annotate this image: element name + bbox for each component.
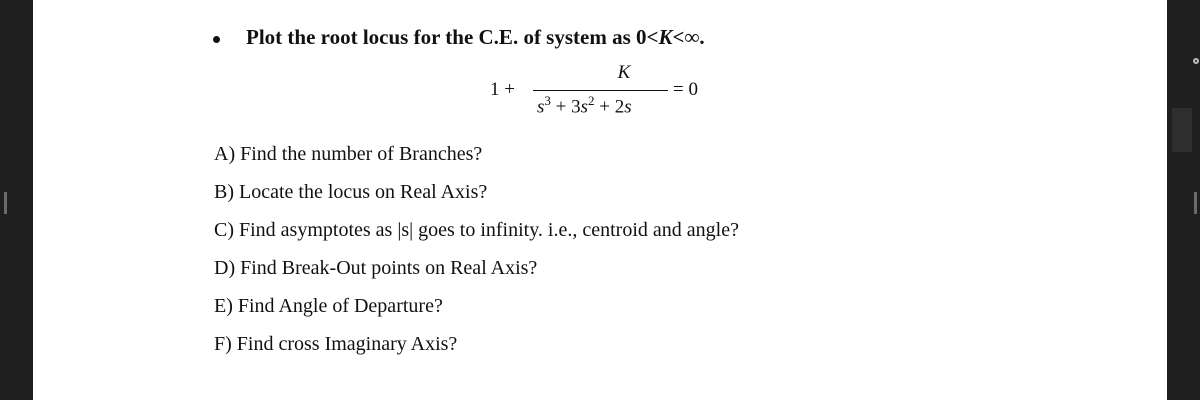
- equation-numerator: K: [617, 62, 631, 83]
- denominator-exp2: 2: [588, 93, 595, 108]
- edge-circle-icon: [1193, 58, 1199, 64]
- denominator-term2: + 3: [550, 96, 581, 118]
- heading-prefix: Plot the root locus for the C.E. of system as 0<: [246, 25, 659, 49]
- left-dark-margin: [0, 0, 33, 400]
- heading-suffix: <∞.: [672, 25, 705, 49]
- denominator-term3: + 2: [594, 96, 625, 118]
- equation-lhs: 1 +: [490, 79, 515, 100]
- characteristic-equation: [490, 60, 750, 120]
- question-d: D) Find Break-Out points on Real Axis?: [214, 257, 538, 279]
- equation-denominator: [537, 93, 632, 118]
- question-c: C) Find asymptotes as |s| goes to infinity. i.e., centroid and angle?: [214, 219, 739, 241]
- right-dark-margin: [1167, 0, 1200, 400]
- denominator-exp1: 3: [544, 93, 551, 108]
- heading-variable: K: [658, 25, 673, 49]
- denominator-s3: s: [624, 96, 632, 118]
- scroll-handle[interactable]: [1172, 108, 1192, 152]
- question-f: F) Find cross Imaginary Axis?: [214, 333, 458, 355]
- left-edge-tick: [4, 192, 7, 214]
- question-a: A) Find the number of Branches?: [214, 143, 483, 165]
- equation-rhs: = 0: [673, 79, 698, 100]
- denominator-s2: s: [580, 96, 589, 118]
- question-b: B) Locate the locus on Real Axis?: [214, 181, 488, 203]
- question-e: E) Find Angle of Departure?: [214, 295, 443, 317]
- problem-heading: [246, 25, 705, 50]
- right-edge-tick: [1194, 192, 1197, 214]
- document-page: [33, 0, 1167, 400]
- bullet-point: [213, 36, 220, 43]
- fraction-bar: [533, 90, 668, 91]
- denominator-s1: s: [537, 96, 545, 118]
